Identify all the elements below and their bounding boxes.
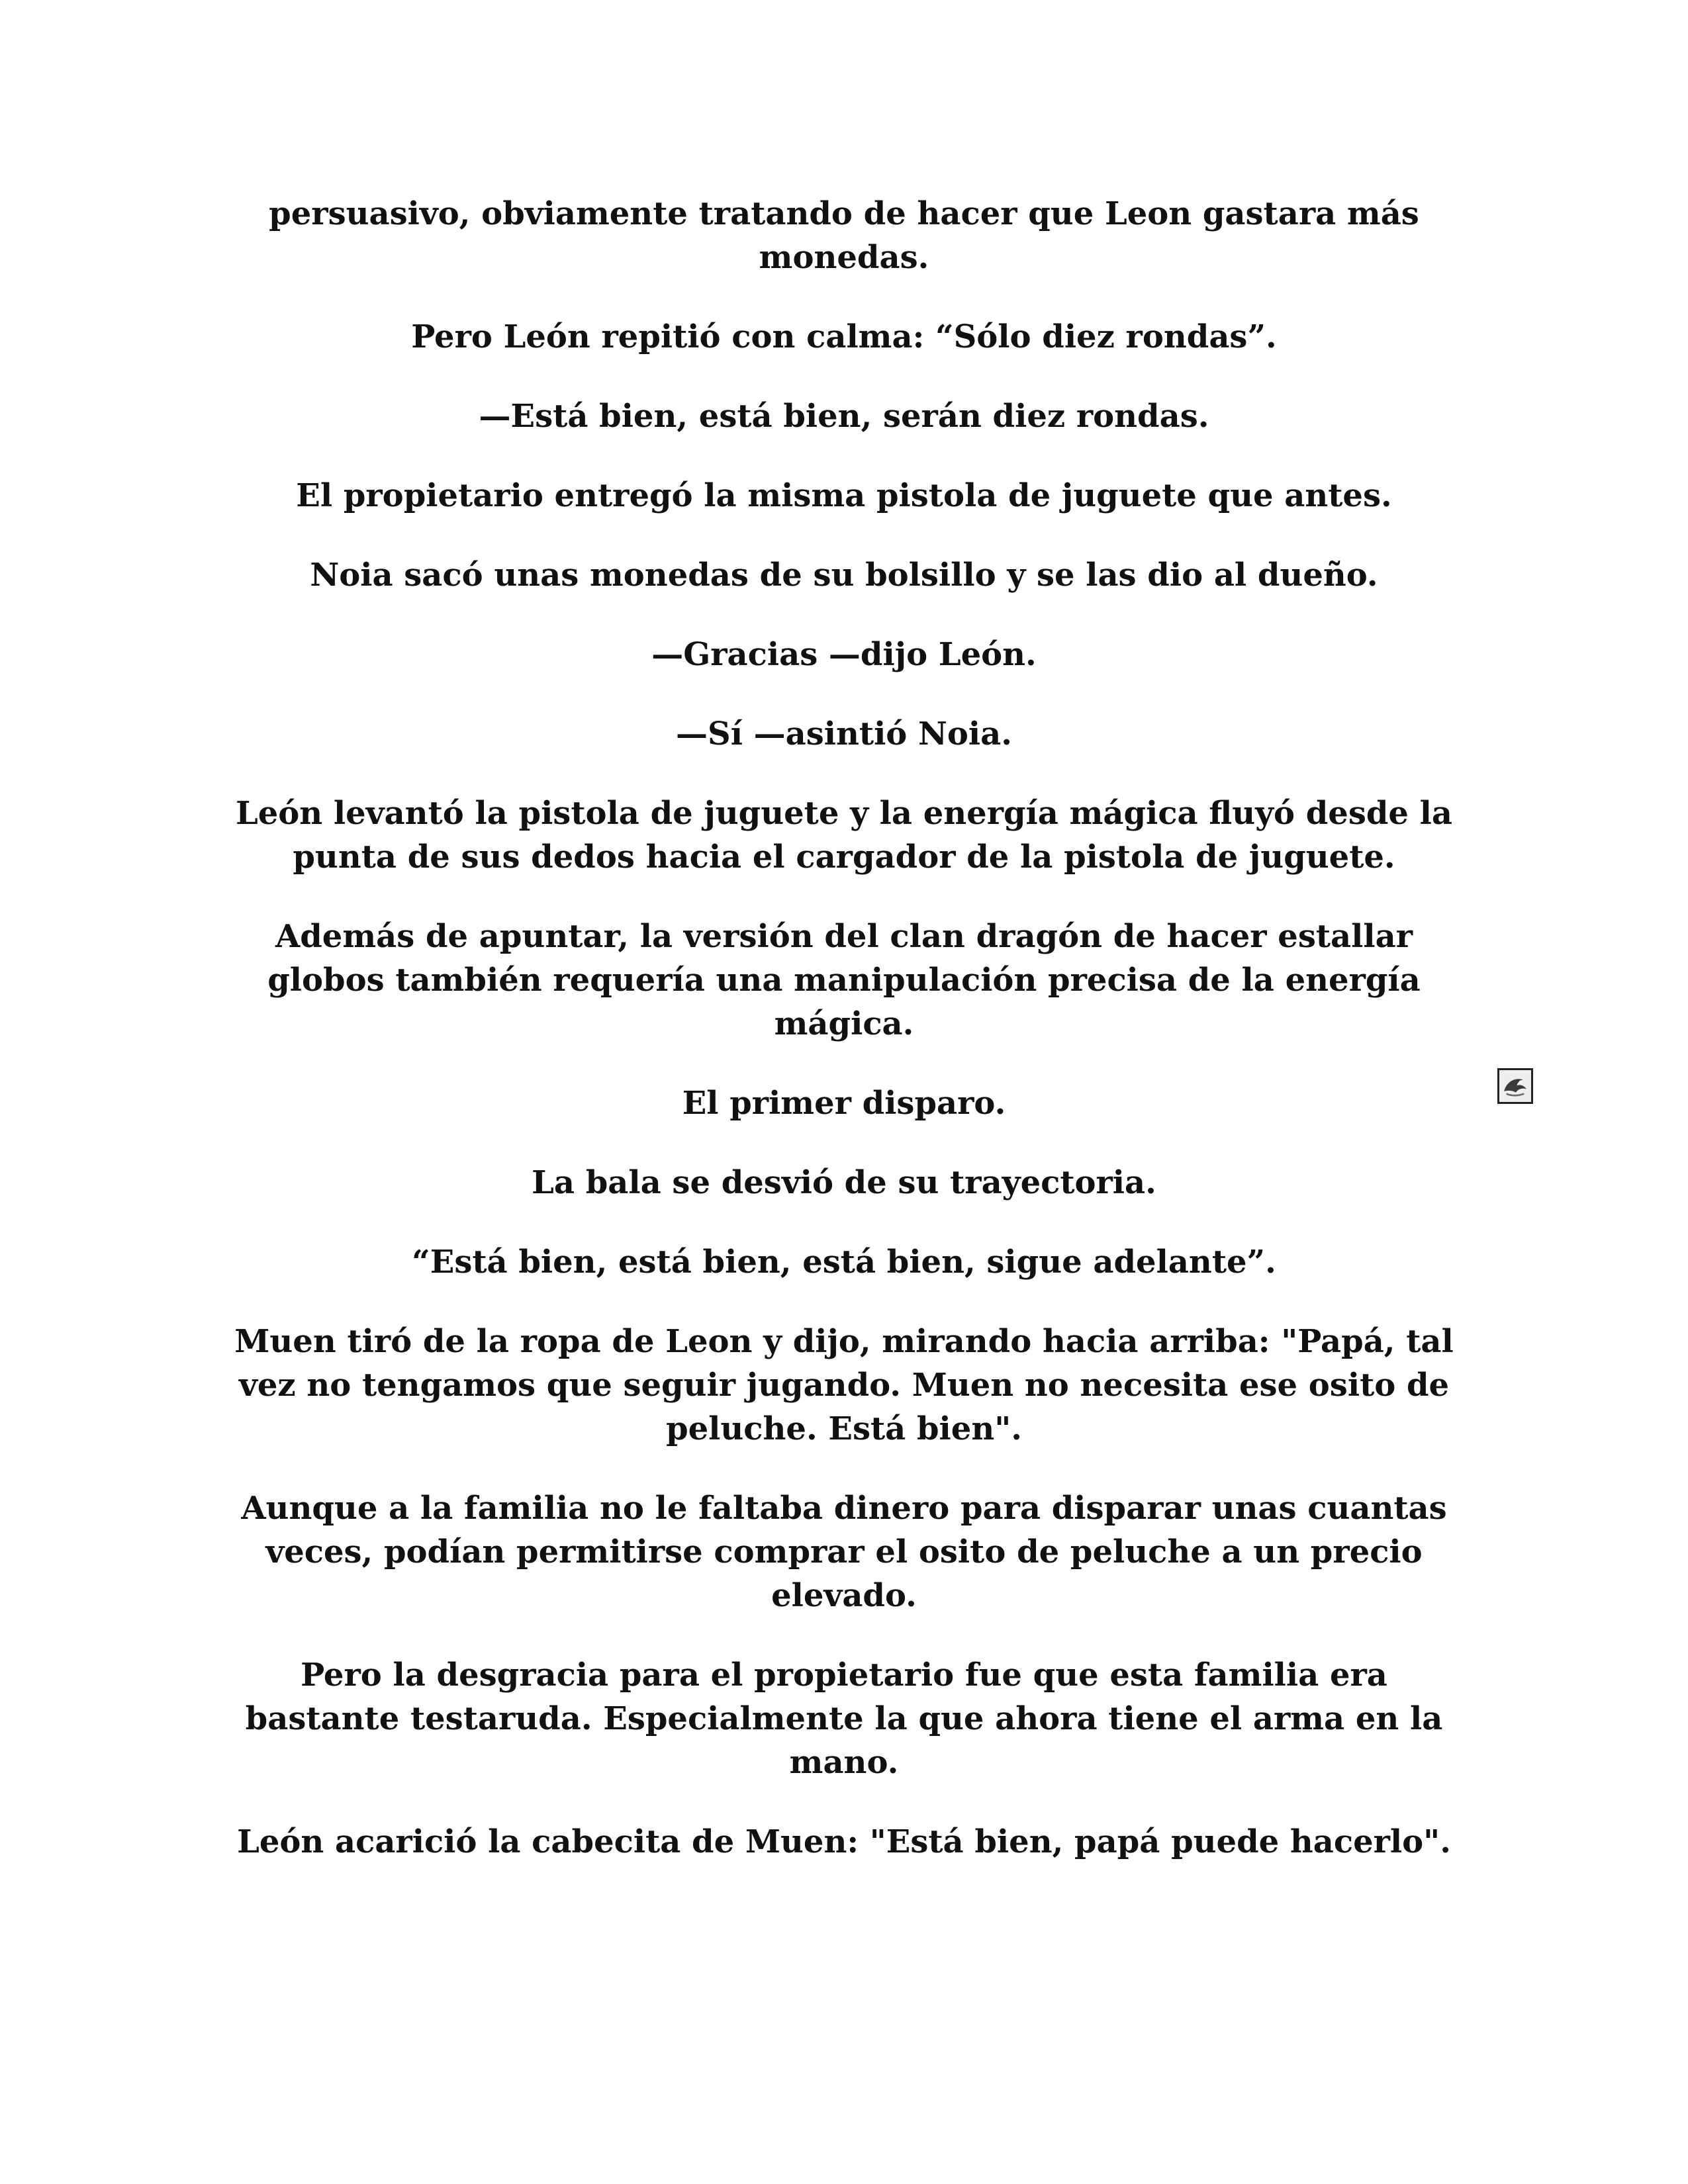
paragraph-4: El propietario entregó la misma pistola de juguete que antes. (296, 477, 1392, 514)
dragon-emblem-graphic (1499, 1070, 1531, 1102)
paragraph-9: Además de apuntar, la versión del clan dragón de hacer estallar globos también requería una manipulación precisa de la energía mágica. (267, 918, 1421, 1042)
paragraph-15: Pero la desgracia para el propietario fue que esta familia era bastante testaruda. Especialmente la que ahora tiene el arma en la mano. (245, 1657, 1443, 1781)
paragraph-7: —Sí —asintió Noia. (676, 715, 1012, 752)
paragraph-14: Aunque a la familia no le faltaba dinero para disparar unas cuantas veces, podían permitirse comprar el osito de peluche a un precio elevado. (241, 1490, 1447, 1614)
paragraph-13: Muen tiró de la ropa de Leon y dijo, mirando hacia arriba: "Papá, tal vez no tengamos que seguir jugando. Muen no necesita ese osito de peluche. Está bien". (234, 1323, 1454, 1447)
paragraph-3: —Está bien, está bien, serán diez rondas. (479, 398, 1209, 435)
paragraph-10: El primer disparo. (682, 1085, 1006, 1122)
paragraph-6: —Gracias —dijo León. (651, 636, 1037, 673)
paragraph-8: León levantó la pistola de juguete y la energía mágica fluyó desde la punta de sus dedos hacia el cargador de la pistola de juguete. (235, 795, 1452, 876)
paragraph-11: La bala se desvió de su trayectoria. (532, 1164, 1156, 1201)
paragraph-16: León acarició la cabecita de Muen: "Está bien, papá puede hacerlo". (237, 1823, 1451, 1860)
document-body (218, 192, 1470, 1899)
paragraph-12: “Está bien, está bien, está bien, sigue adelante”. (412, 1244, 1276, 1281)
paragraph-5: Noia sacó unas monedas de su bolsillo y se las dio al dueño. (310, 557, 1378, 594)
paragraph-2: Pero León repitió con calma: “Sólo diez rondas”. (411, 318, 1277, 355)
dragon-emblem-icon (1497, 1068, 1533, 1104)
paragraph-1: persuasivo, obviamente tratando de hacer que Leon gastara más monedas. (269, 195, 1419, 276)
